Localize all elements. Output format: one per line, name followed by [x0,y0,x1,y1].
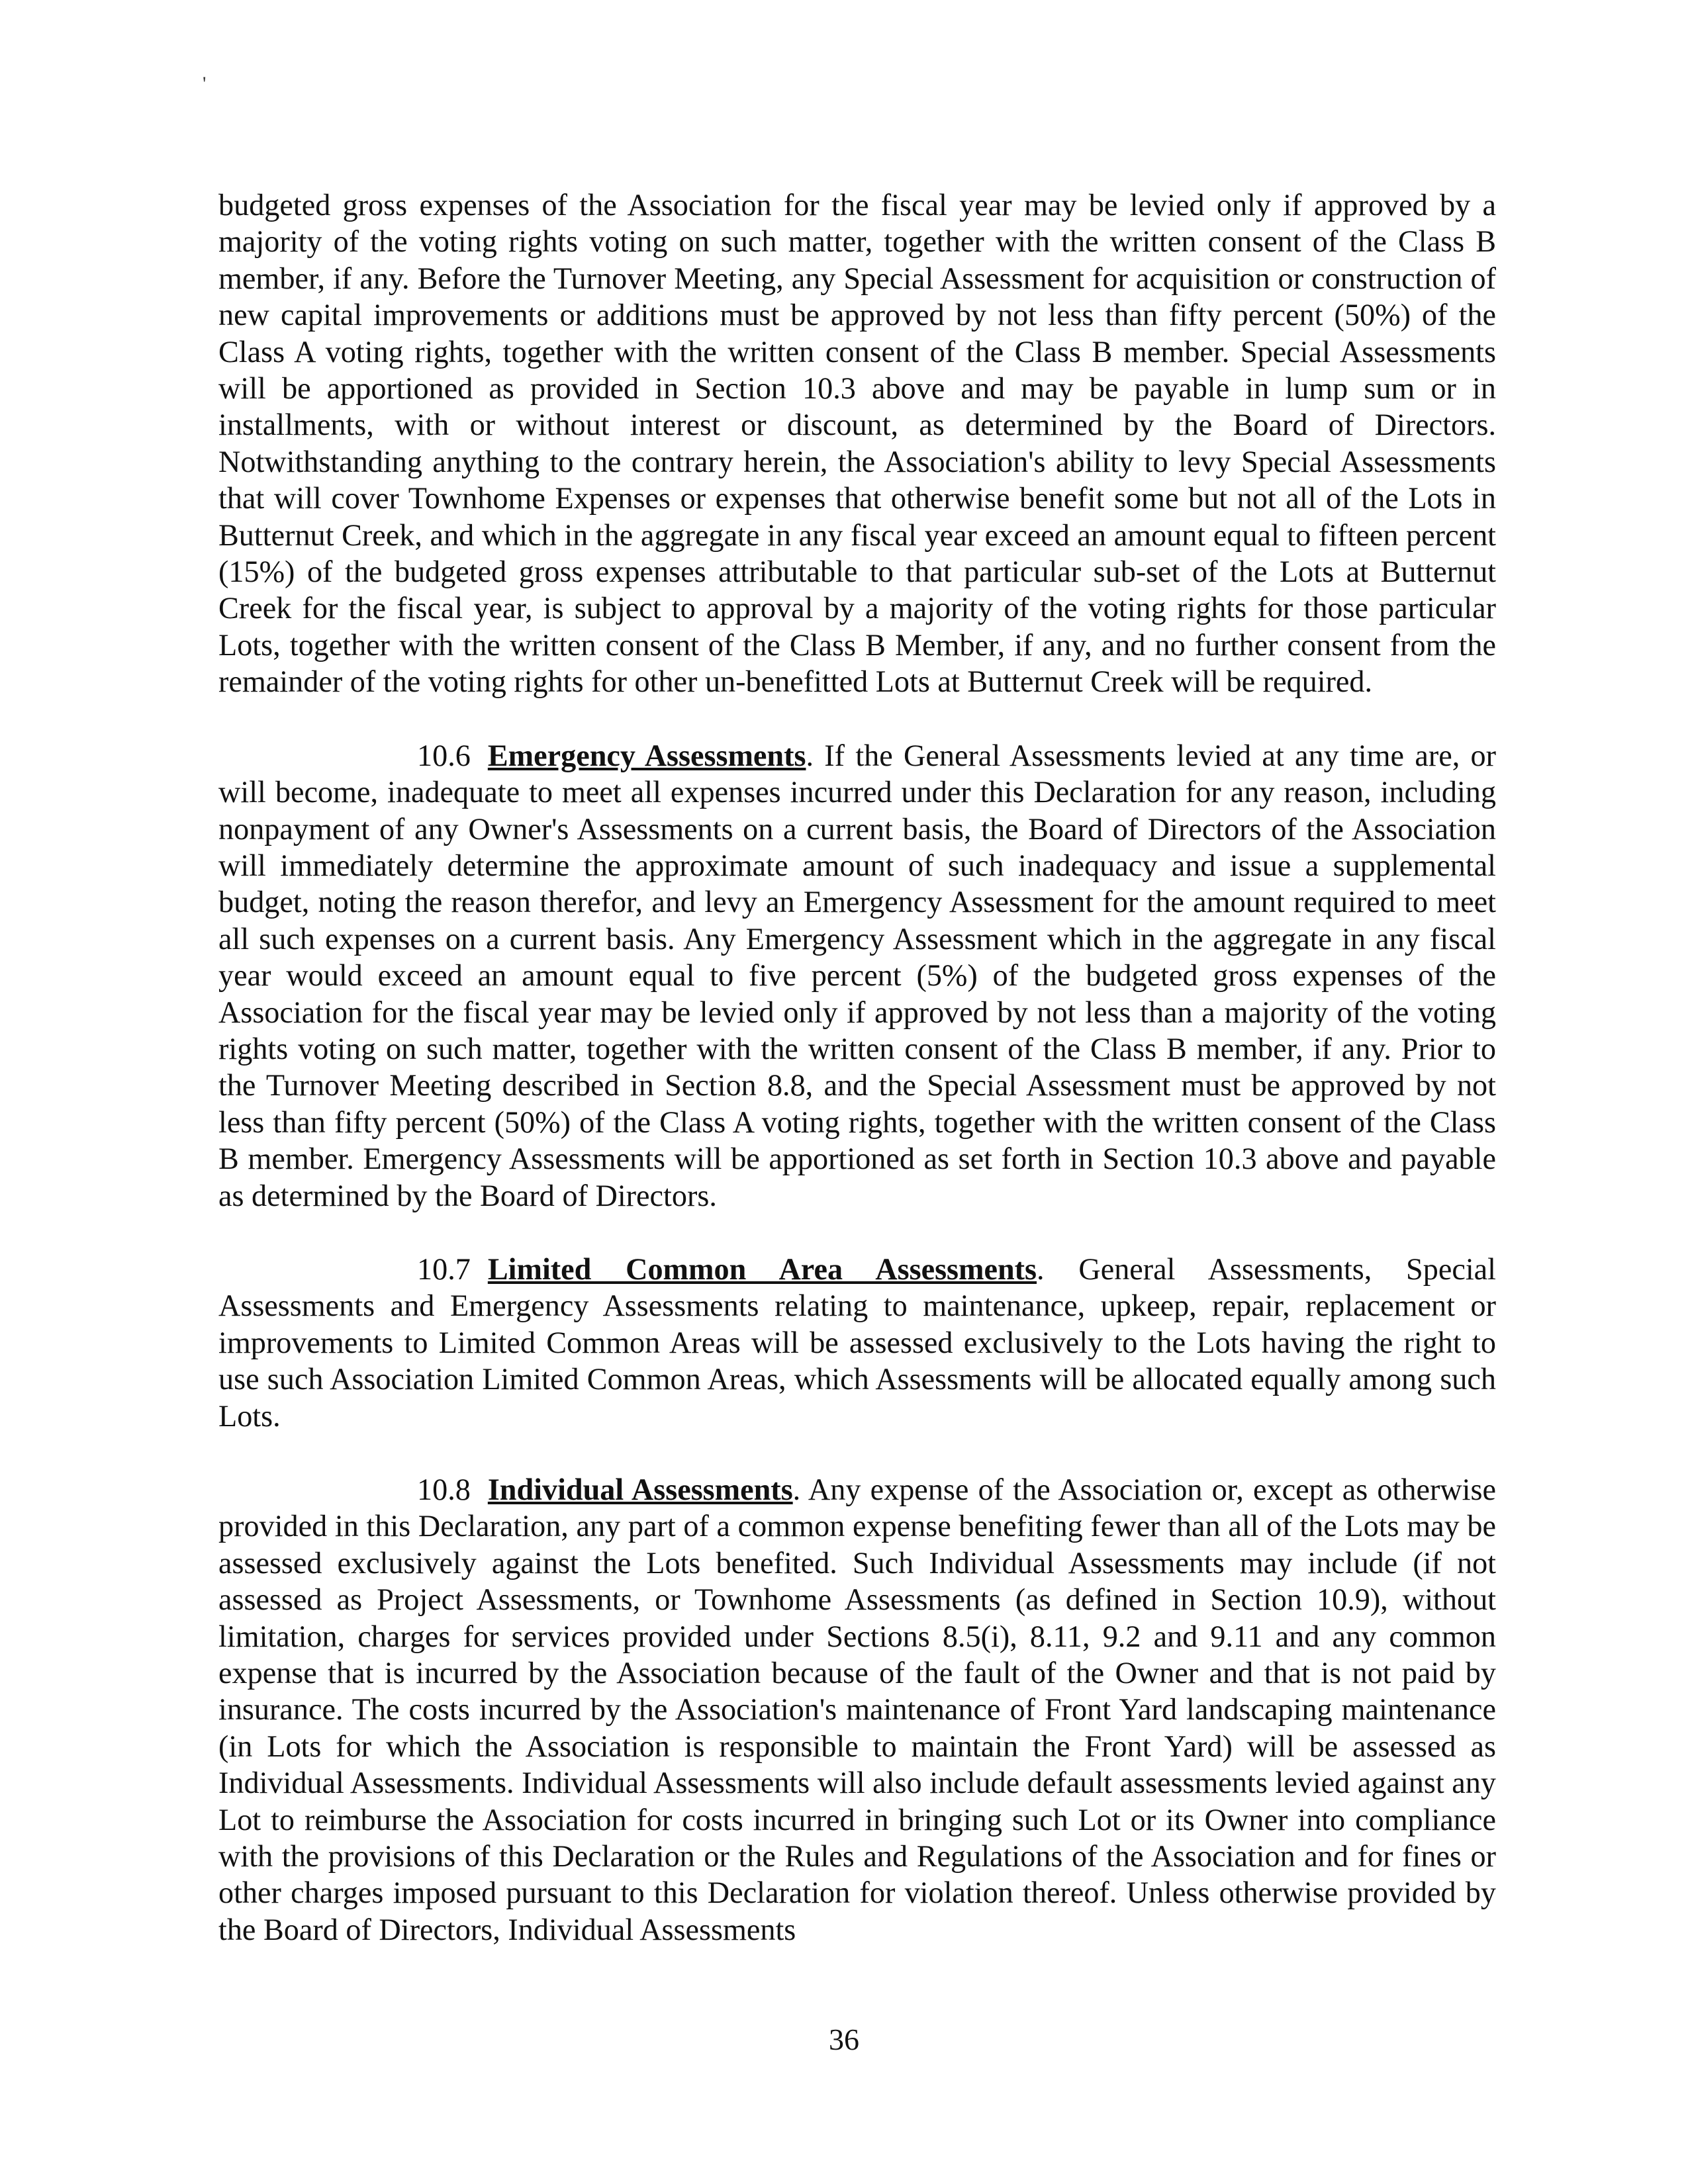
stray-mark: ' [203,73,207,95]
page-body [218,187,1496,1948]
paragraph-text: budgeted gross expenses of the Association for the fiscal year may be levied only if approved by a majority of the voting rights voting on such matter, together with the written consent of the Class B member, if any. Before the Turnover Meeting, any Special Assessment for acquisition or construction of new capital improvements or additions must be approved by not less than fifty percent (50%) of the Class A voting rights, together with the written consent of the Class B member. Special Assessments will be apportioned as provided in Section 10.3 above and may be payable in lump sum or in installments, with or without interest or discount, as determined by the Board of Directors. Notwithstanding anything to the contrary herein, the Association's ability to levy Special Assessments that will cover Townhome Expenses or expenses that otherwise benefit some but not all of the Lots in Butternut Creek, and which in the aggregate in any fiscal year exceed an amount equal to fifteen percent (15%) of the budgeted gross expenses attributable to that particular sub-set of the Lots at Butternut Creek for the fiscal year, is subject to approval by a majority of the voting rights for those particular Lots, together with the written consent of the Class B Member, if any, and no further consent from the remainder of the voting rights for other un-benefitted Lots at Butternut Creek will be required. [218,188,1496,699]
section-text: . Any expense of the Association or, except as otherwise provided in this Declaration, any part of a common expense benefiting fewer than all of the Lots may be assessed exclusively against the Lots benefited. Such Individual Assessments may include (if not assessed as Project Assessments, or Townhome Assessments (as defined in Section 10.9), without limitation, charges for services provided under Sections 8.5(i), 8.11, 9.2 and 9.11 and any common expense that is incurred by the Association because of the fault of the Owner and that is not paid by insurance. The costs incurred by the Association's maintenance of Front Yard landscaping maintenance (in Lots for which the Association is responsible to maintain the Front Yard) will be assessed as Individual Assessments. Individual Assessments will also include default assessments levied against any Lot to reimburse the Association for costs incurred in bringing such Lot or its Owner into compliance with the provisions of this Declaration or the Rules and Regulations of the Association and for fines or other charges imposed pursuant to this Declaration for violation thereof. Unless otherwise provided by the Board of Directors, Individual Assessments [218,1473,1496,1946]
page-number: 36 [829,2023,859,2056]
section-number: 10.8 [417,1473,471,1506]
section-text: . General Assessments, Special Assessments and Emergency Assessments relating to maintenance, upkeep, repair, replacement or improvements to Limited Common Areas will be assessed exclusively to the Lots having the right to use such Association Limited Common Areas, which Assessments will be allocated equally among such Lots. [218,1251,1497,1433]
section-number: 10.7 [417,1251,471,1286]
section-10-6 [218,737,1496,1214]
section-number: 10.6 [417,738,471,772]
section-heading: Individual Assessments [487,1473,793,1506]
section-text: . If the General Assessments levied at any time are, or will become, inadequate to meet all expenses incurred under this Declaration for any reason, including nonpayment of any Owner's Assessments on a current basis, the Board of Directors of the Association will immediately determine the approximate amount of such inadequacy and issue a supplemental budget, noting the reason therefor, and levy an Emergency Assessment for the amount required to meet all such expenses on a current basis. Any Emergency Assessment which in the aggregate in any fiscal year would exceed an amount equal to five percent (5%) of the budgeted gross expenses of the Association for the fiscal year may be levied only if approved by not less than a majority of the voting rights voting on such matter, together with the written consent of the Class B member, if any. Prior to the Turnover Meeting described in Section 8.8, and the Special Assessment must be approved by not less than fifty percent (50%) of the Class A voting rights, together with the written consent of the Class B member. Emergency Assessments will be apportioned as set forth in Section 10.3 above and payable as determined by the Board of Directors. [218,738,1496,1212]
section-heading: Limited Common Area Assessments [487,1251,1037,1286]
section-10-7 [218,1251,1496,1434]
section-heading: Emergency Assessments [487,738,806,772]
section-10-8 [218,1471,1496,1948]
paragraph-continuation [218,187,1496,700]
